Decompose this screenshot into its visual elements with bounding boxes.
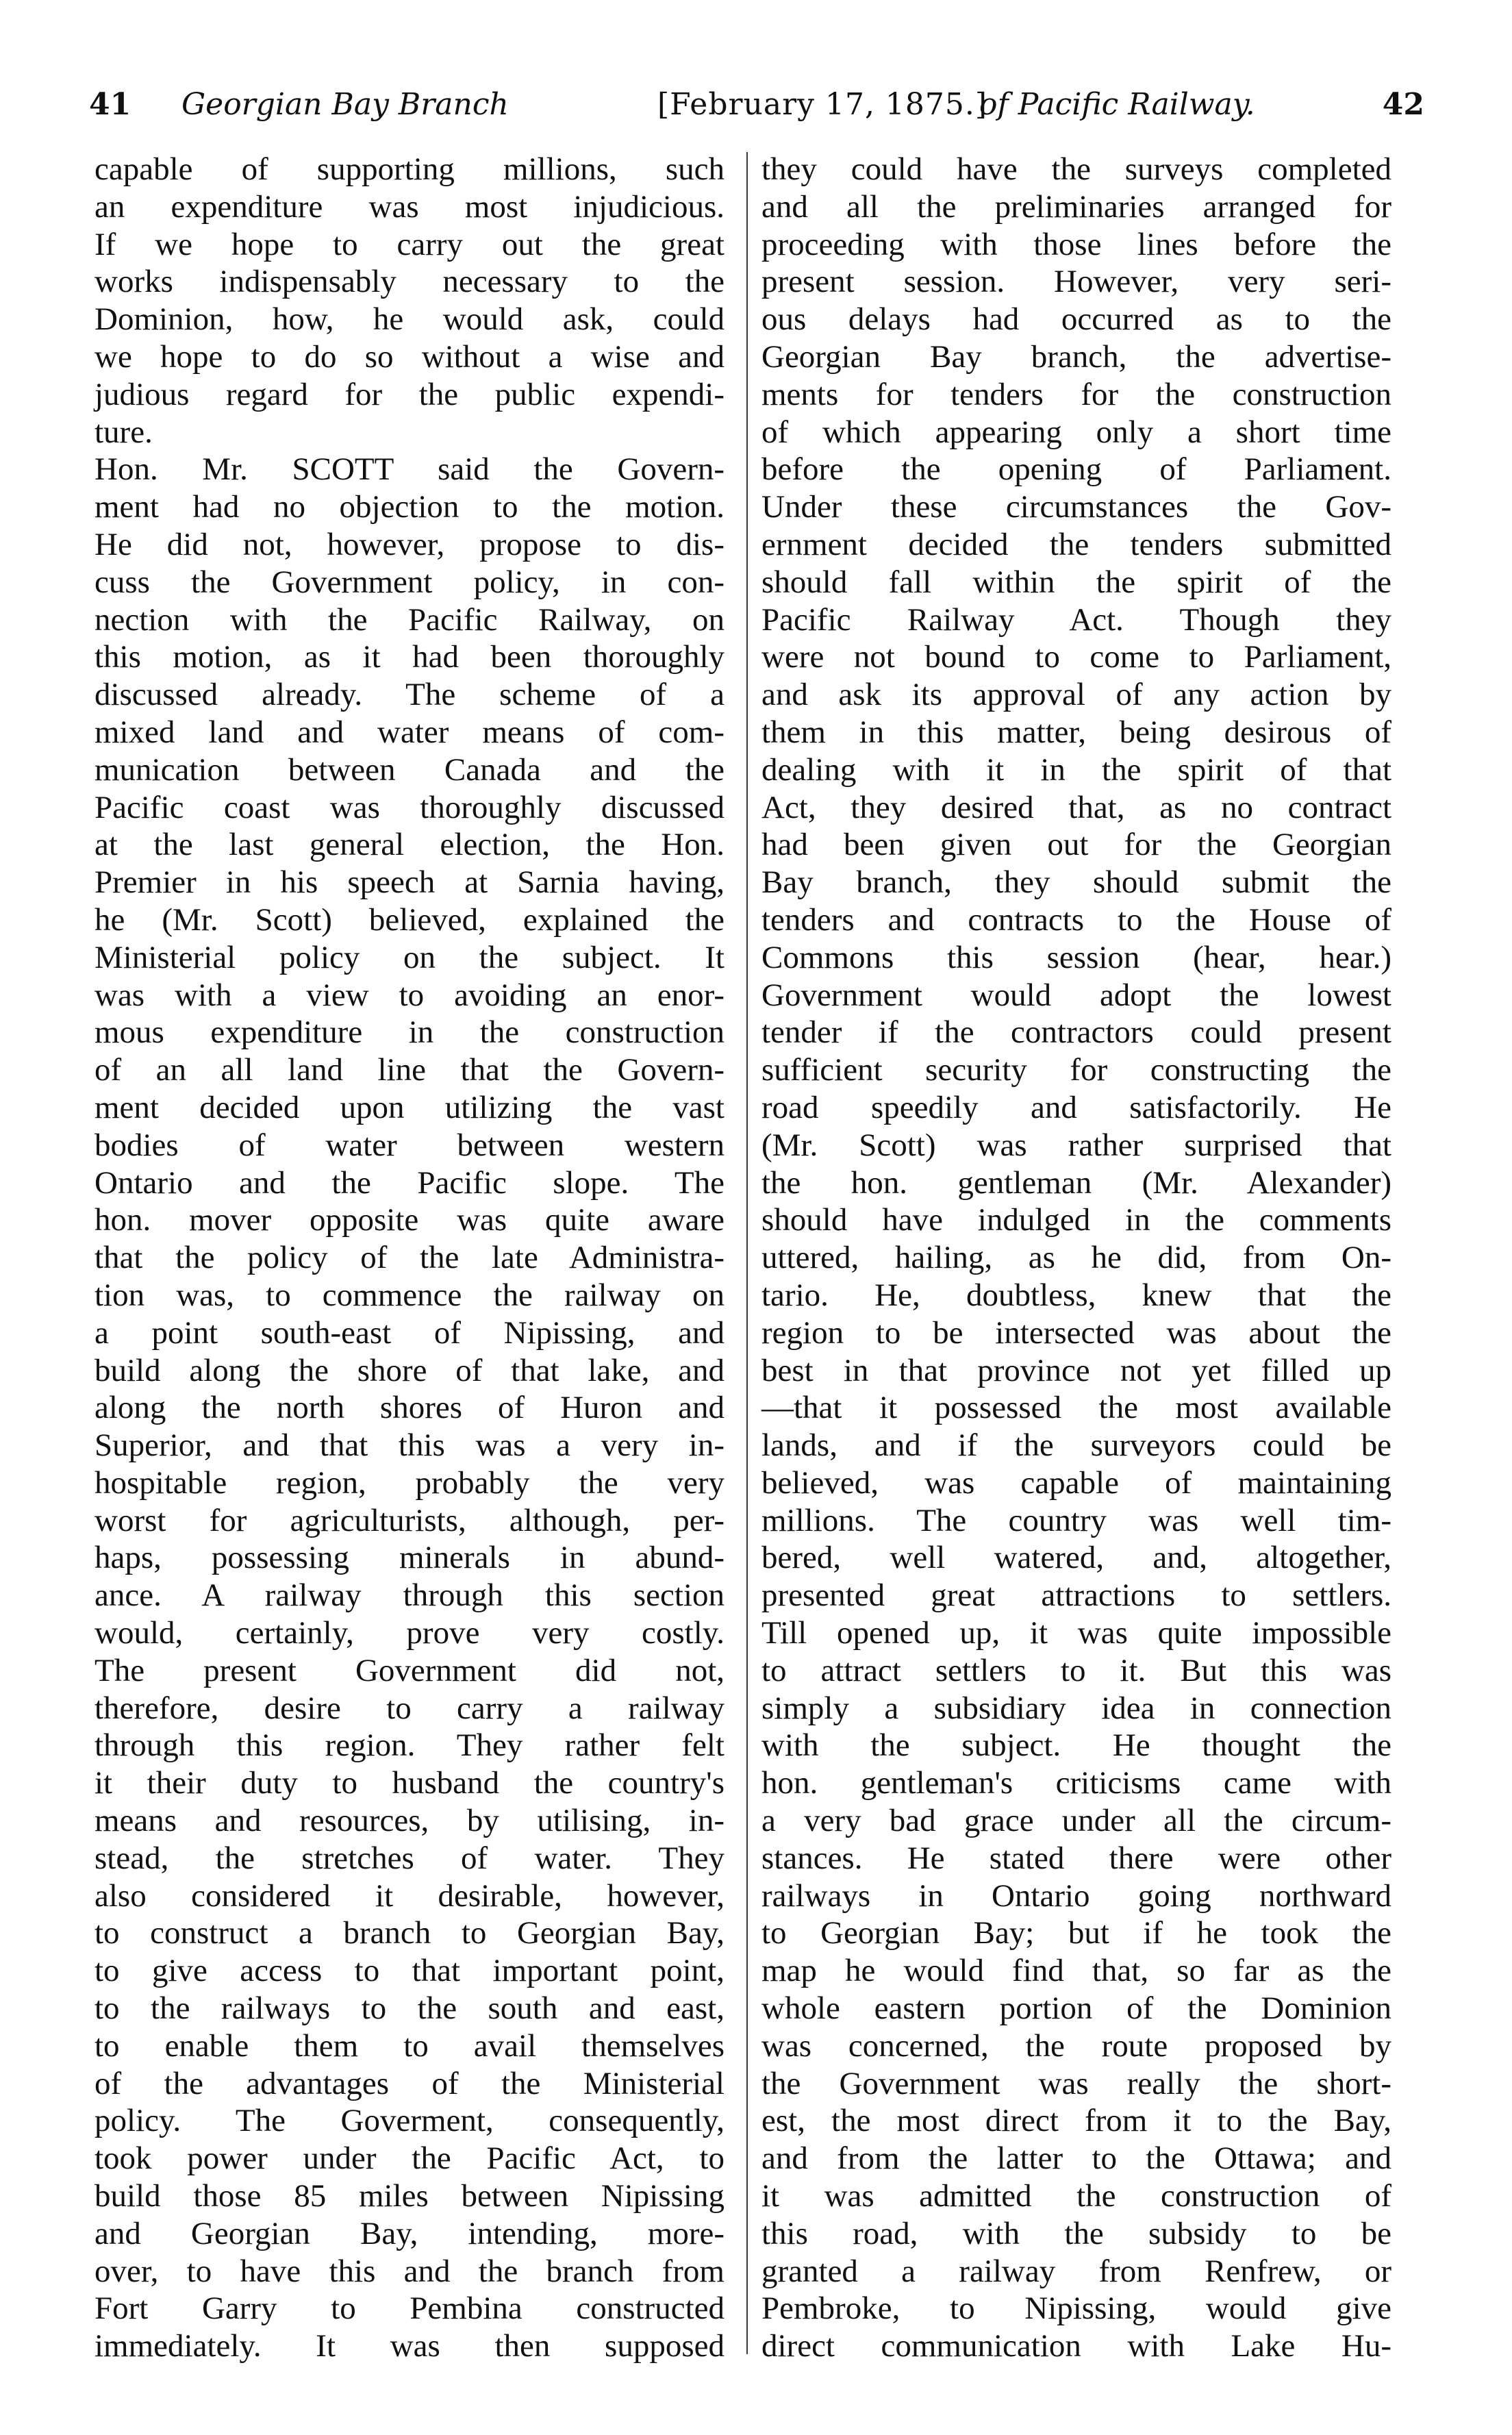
text-line: it their duty to husband the country's [94,1765,724,1801]
text-line: to Georgian Bay; but if he took the [761,1915,1391,1951]
text-line: bodies of water between western [94,1127,724,1163]
text-line: whole eastern portion of the Dominion [761,1990,1391,2027]
text-line: to the railways to the south and east, [94,1990,724,2027]
text-line: The present Government did not, [94,1652,724,1688]
page-number-right: 42 [1382,87,1424,122]
text-line: and from the latter to the Ottawa; and [761,2140,1391,2177]
text-line: the hon. gentleman (Mr. Alexander) [761,1164,1391,1201]
text-line: Hon. Mr. SCOTT said the Govern- [94,451,724,488]
text-line: it was admitted the construction of [761,2178,1391,2214]
page-number-left: 41 [89,87,131,122]
text-line: the Government was really the short- [761,2065,1391,2101]
text-line: was concerned, the route proposed by [761,2027,1391,2064]
text-line: we hope to do so without a wise and [94,338,724,375]
text-line: to give access to that important point, [94,1953,724,1989]
text-column-left [94,151,724,2365]
text-line: ture. [94,414,153,450]
text-line: would, certainly, prove very costly. [94,1615,724,1651]
text-line: also considered it desirable, however, [94,1877,724,1914]
text-line: of which appearing only a short time [761,414,1391,450]
text-line: Dominion, how, he would ask, could [94,301,724,338]
text-line: sufficient security for constructing the [761,1052,1391,1088]
text-line: Bay branch, they should submit the [761,864,1391,901]
text-line: ment had no objection to the motion. [94,489,724,525]
text-line: took power under the Pacific Act, to [94,2140,724,2177]
text-line: Commons this session (hear, hear.) [761,939,1391,975]
text-line: presented great attractions to settlers. [761,1577,1391,1614]
text-line: with the subject. He thought the [761,1727,1391,1764]
text-line: discussed already. The scheme of a [94,677,724,713]
text-line: and ask its approval of any action by [761,677,1391,713]
text-line: believed, was capable of maintaining [761,1464,1391,1501]
text-line: build those 85 miles between Nipissing [94,2178,724,2214]
running-header [89,81,1424,129]
text-line: should fall within the spirit of the [761,564,1391,600]
text-line: Pacific Railway Act. Though they [761,601,1391,638]
text-line: road speedily and satisfactorily. He [761,1089,1391,1125]
text-line: ous delays had occurred as to the [761,301,1391,338]
text-line: through this region. They rather felt [94,1727,724,1764]
text-line: map he would find that, so far as the [761,1953,1391,1989]
running-title-left: Georgian Bay Branch [181,87,509,122]
text-line: mous expenditure in the construction [94,1014,724,1051]
header-date: [February 17, 1875.] [657,87,988,122]
text-line: tario. He, doubtless, knew that the [761,1277,1391,1313]
text-line: therefore, desire to carry a railway [94,1690,724,1726]
text-line: them in this matter, being desirous of [761,714,1391,750]
text-line: Pembroke, to Nipissing, would give [761,2290,1391,2327]
text-line: (Mr. Scott) was rather surprised that [761,1127,1391,1163]
text-line: lands, and if the surveyors could be [761,1427,1391,1464]
text-line: stances. He stated there were other [761,1840,1391,1876]
text-line: he (Mr. Scott) believed, explained the [94,901,724,938]
text-line: this road, with the subsidy to be [761,2215,1391,2251]
text-line: dealing with it in the spirit of that [761,751,1391,788]
text-line: cuss the Government policy, in con- [94,564,724,600]
text-line: region to be intersected was about the [761,1314,1391,1351]
text-line: If we hope to carry out the great [94,226,724,262]
text-line: —that it possessed the most available [761,1390,1391,1426]
text-line: and Georgian Bay, intending, more- [94,2215,724,2251]
text-line: uttered, hailing, as he did, from On- [761,1240,1391,1276]
text-line: a very bad grace under all the circum- [761,1803,1391,1839]
text-line: Till opened up, it was quite impossible [761,1615,1391,1651]
text-line: at the last general election, the Hon. [94,827,724,863]
text-line: worst for agriculturists, although, per- [94,1502,724,1538]
text-line: munication between Canada and the [94,751,724,788]
text-line: granted a railway from Renfrew, or [761,2253,1391,2289]
text-line: haps, possessing minerals in abund- [94,1540,724,1576]
text-line: Georgian Bay branch, the advertise- [761,338,1391,375]
text-line: tender if the contractors could present [761,1014,1391,1051]
text-line: of the advantages of the Ministerial [94,2065,724,2101]
text-line: was with a view to avoiding an enor- [94,977,724,1013]
text-line: and all the preliminaries arranged for [761,188,1391,225]
text-line: present session. However, very seri- [761,264,1391,300]
text-line: hon. gentleman's criticisms came with [761,1765,1391,1801]
text-line: bered, well watered, and, altogether, [761,1540,1391,1576]
text-line: means and resources, by utilising, in- [94,1803,724,1839]
running-title-right: of Pacific Railway. [979,87,1255,122]
text-line: Ontario and the Pacific slope. The [94,1164,724,1201]
text-line: simply a subsidiary idea in connection [761,1690,1391,1726]
text-line: hospitable region, probably the very [94,1464,724,1501]
text-line: proceeding with those lines before the [761,226,1391,262]
text-line: build along the shore of that lake, and [94,1352,724,1388]
text-line: nection with the Pacific Railway, on [94,601,724,638]
text-line: before the opening of Parliament. [761,451,1391,488]
text-line: to attract settlers to it. But this was [761,1652,1391,1688]
text-line: est, the most direct from it to the Bay, [761,2103,1391,2139]
text-line: ment decided upon utilizing the vast [94,1089,724,1125]
text-line: Premier in his speech at Sarnia having, [94,864,724,901]
text-column-right [761,151,1391,2365]
text-line: railways in Ontario going northward [761,1877,1391,1914]
text-line: works indispensably necessary to the [94,264,724,300]
text-line: He did not, however, propose to dis- [94,526,724,562]
text-line: ance. A railway through this section [94,1577,724,1614]
text-line: judious regard for the public expendi- [94,376,724,412]
text-line: this motion, as it had been thoroughly [94,639,724,675]
text-line: best in that province not yet filled up [761,1352,1391,1388]
text-line: should have indulged in the comments [761,1202,1391,1238]
text-line: Act, they desired that, as no contract [761,789,1391,825]
text-line: Pacific coast was thoroughly discussed [94,789,724,825]
text-line: to construct a branch to Georgian Bay, [94,1915,724,1951]
text-line: Fort Garry to Pembina constructed [94,2290,724,2327]
text-line: policy. The Goverment, consequently, [94,2103,724,2139]
text-line: had been given out for the Georgian [761,827,1391,863]
text-line: they could have the surveys completed [761,151,1391,187]
text-line: Superior, and that this was a very in- [94,1427,724,1464]
text-line: ernment decided the tenders submitted [761,526,1391,562]
text-line: direct communication with Lake Hu- [761,2328,1391,2364]
text-line: of an all land line that the Govern- [94,1052,724,1088]
text-line: mixed land and water means of com- [94,714,724,750]
text-line: hon. mover opposite was quite aware [94,1202,724,1238]
column-divider [746,152,748,2354]
text-line: Government would adopt the lowest [761,977,1391,1013]
text-line: tion was, to commence the railway on [94,1277,724,1313]
text-line: Ministerial policy on the subject. It [94,939,724,975]
text-line: stead, the stretches of water. They [94,1840,724,1876]
text-line: Under these circumstances the Gov- [761,489,1391,525]
text-line: were not bound to come to Parliament, [761,639,1391,675]
text-line: a point south-east of Nipissing, and [94,1314,724,1351]
text-line: millions. The country was well tim- [761,1502,1391,1538]
text-line: tenders and contracts to the House of [761,901,1391,938]
text-line: an expenditure was most injudicious. [94,188,724,225]
text-line: along the north shores of Huron and [94,1390,724,1426]
text-line: over, to have this and the branch from [94,2253,724,2289]
text-line: capable of supporting millions, such [94,151,724,187]
text-line: that the policy of the late Administra- [94,1240,724,1276]
text-line: ments for tenders for the construction [761,376,1391,412]
text-line: immediately. It was then supposed [94,2328,724,2364]
text-line: to enable them to avail themselves [94,2027,724,2064]
